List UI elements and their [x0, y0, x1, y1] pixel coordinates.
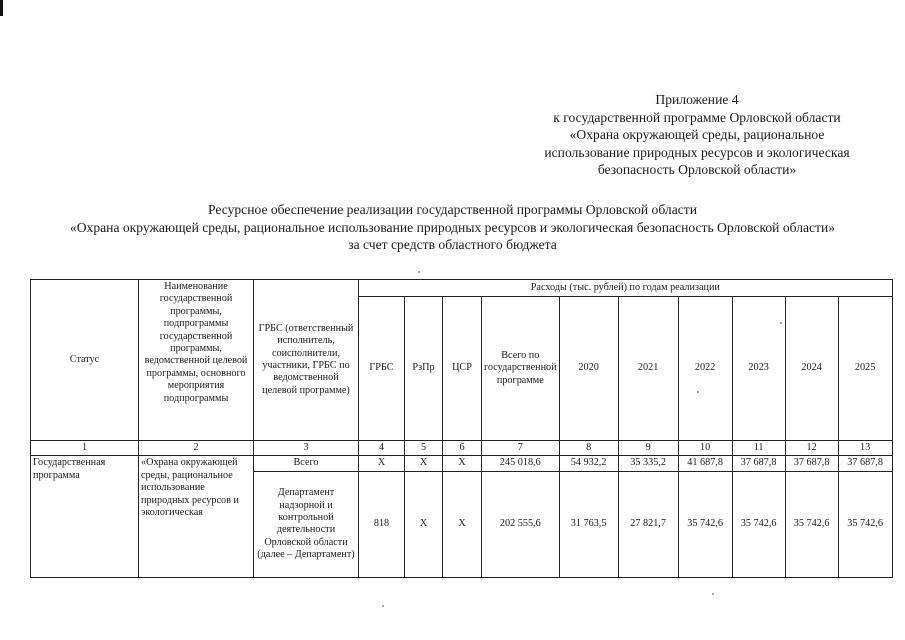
row-status: Государственная программа — [31, 456, 139, 577]
title-line: Ресурсное обеспечение реализации государственной программы Орловской области — [207, 202, 697, 217]
header-name: Наименование государственной программы, подпрограммы государственной программы, ведомственной целевой программы, основного мероприятия подпрограммы — [139, 280, 254, 441]
scan-speck — [780, 322, 782, 324]
header-csr: ЦСР — [443, 297, 482, 441]
header-expenses: Расходы (тыс. рублей) по годам реализации — [359, 280, 893, 297]
column-number: 4 — [359, 441, 405, 456]
header-2020: 2020 — [559, 297, 618, 441]
title-line: за счет средств областного бюджета — [348, 237, 557, 252]
resource-table — [30, 279, 893, 578]
row-2025: 37 687,8 — [838, 456, 892, 471]
scan-speck — [697, 391, 699, 393]
header-grbs: ГРБС — [359, 297, 405, 441]
scan-speck — [382, 605, 384, 607]
column-number: 8 — [559, 441, 618, 456]
row-grbs-responsible: Департамент надзорной и контрольной деятельности Орловской области (далее – Департамент) — [254, 471, 359, 577]
row-2020: 54 932,2 — [559, 456, 618, 471]
column-number: 7 — [482, 441, 560, 456]
header-2022: 2022 — [678, 297, 732, 441]
row-grbs-responsible: Всего — [254, 456, 359, 471]
appendix-note — [517, 91, 877, 179]
column-number: 5 — [405, 441, 443, 456]
column-number: 9 — [618, 441, 678, 456]
column-number: 2 — [139, 441, 254, 456]
header-2024: 2024 — [785, 297, 838, 441]
header-2021: 2021 — [618, 297, 678, 441]
row-csr: X — [443, 456, 482, 471]
row-program-name: «Охрана окружающей среды, рациональное использование природных ресурсов и экологическая — [139, 456, 254, 577]
appendix-line: «Охрана окружающей среды, рациональное — [569, 127, 825, 142]
row-2024: 35 742,6 — [785, 471, 838, 577]
row-grbs: X — [359, 456, 405, 471]
row-2020: 31 763,5 — [559, 471, 618, 577]
column-number: 1 — [31, 441, 139, 456]
scan-speck — [418, 271, 420, 273]
row-2022: 35 742,6 — [678, 471, 732, 577]
row-rzpr: X — [405, 471, 443, 577]
row-grbs: 818 — [359, 471, 405, 577]
scan-speck — [712, 593, 714, 595]
row-2021: 27 821,7 — [618, 471, 678, 577]
header-status: Статус — [31, 280, 139, 441]
row-2022: 41 687,8 — [678, 456, 732, 471]
document-title — [0, 201, 905, 254]
header-rzpr: РзПр — [405, 297, 443, 441]
column-number: 12 — [785, 441, 838, 456]
appendix-line: использование природных ресурсов и экологическая — [544, 144, 850, 160]
title-line: «Охрана окружающей среды, рациональное использование природных ресурсов и экологическая безопасность Орловской области» — [69, 219, 836, 235]
row-2024: 37 687,8 — [785, 456, 838, 471]
row-csr: X — [443, 471, 482, 577]
row-total: 202 555,6 — [482, 471, 560, 577]
row-2023: 37 687,8 — [732, 456, 785, 471]
row-2021: 35 335,2 — [618, 456, 678, 471]
appendix-line: к государственной программе Орловской области — [553, 109, 841, 125]
appendix-line: Приложение 4 — [655, 92, 739, 107]
column-number: 3 — [254, 441, 359, 456]
header-2025: 2025 — [838, 297, 892, 441]
row-total: 245 018,6 — [482, 456, 560, 471]
header-grbs-responsible: ГРБС (ответственный исполнитель, соисполнители, участники, ГРБС по ведомственной целевой программе) — [254, 280, 359, 441]
header-2023: 2023 — [732, 297, 785, 441]
column-number: 10 — [678, 441, 732, 456]
row-2023: 35 742,6 — [732, 471, 785, 577]
scan-edge-mark — [0, 0, 3, 16]
table-row — [31, 456, 893, 471]
column-number: 11 — [732, 441, 785, 456]
header-total: Всего по государственной программе — [482, 297, 560, 441]
column-number: 6 — [443, 441, 482, 456]
column-number: 13 — [838, 441, 892, 456]
row-2025: 35 742,6 — [838, 471, 892, 577]
appendix-line: безопасность Орловской области» — [597, 162, 797, 177]
row-rzpr: X — [405, 456, 443, 471]
